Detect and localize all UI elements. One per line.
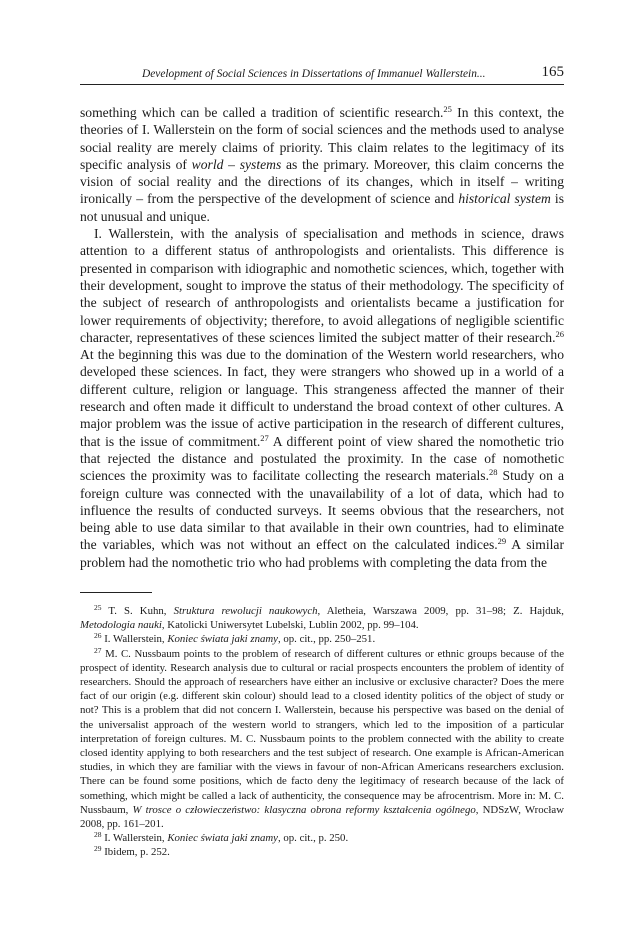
paragraph [80, 104, 564, 225]
page-number: 165 [541, 64, 564, 80]
text-run: I. Wallerstein, with the analysis of specialisation and methods in science, draws attention to a different status of anthropologists and orientalists. This difference is presented in comparison with idiographic and nomothetic sciences, which, together with their development, sought to improve the status of their methodology. The specificity of the subject of research of anthropologists and orientalists became a justification for lower requirements of objectivity; therefore, to avoid allegations of negligible scientific character, representatives of these sciences limited the subject matter of their research. [80, 226, 564, 345]
text-run: something which can be called a tradition of scientific research. [80, 105, 444, 120]
text-run: is not unusual and unique. [80, 191, 564, 224]
footnote-ref: 29 [497, 536, 507, 547]
footnote-number: 25 [94, 603, 102, 612]
text-run: , Aletheia, Warszawa 2009, pp. 31–98; Z. Hajduk, [317, 605, 564, 617]
text-run: I. Wallerstein, [104, 832, 168, 845]
footnote-number: 27 [94, 645, 102, 655]
footnote-ref: 25 [443, 104, 452, 114]
text-run: , op. cit., p. 250. [277, 832, 349, 845]
text-run: At the beginning this was due to the domination of the Western world researchers, who developed these sciences. In fact, they were strangers who showed up in a world of a different culture, religion or language. This strangeness affected the manner of their research and often made it difficult to understand the broad context of other cultures. A major problem was the issue of active participation in the research of different cultures, that is the issue of commitment. [80, 347, 564, 449]
text-run: A different point of view shared the nomothetic trio that rejected the distance and postulated the proximity. In the case of nomothetic sciences the proximity was to facilitate collecting the research materials. [80, 433, 564, 484]
text-run: A similar problem had the nomothetic trio who had problems with completing the data from the [80, 537, 564, 570]
text-run: , NDSzW, Wrocław 2008, pp. 161–201. [80, 803, 564, 831]
text-run: M. C. Nussbaum points to the problem of research of different cultures or ethnic groups because of the prospect of identity. Research analysis due to cultural or racial prospects encounters the problem of identity of researchers. Should the approach of researchers have either an inclusive or exclusive character? Does the mere fact of our origin (e.g. different skin colour) should lead to a closed identity politics of the object of study or not? This is a problem that did not concern I. Wallerstein, because his perspective was based on the denial of the universalist approach of the western world to strangers, which led to the imposition of a particular interpretation of foreign cultures. M. C. Nussbaum points to the problem connected with the ability to create closed identity applying to both researchers and the test subject of research. One example is African-American studies, in which they are familiar with the views in favour of non-African Americans researchers exclusion. There can be found some positions, which de facto deny the legitimacy of research because of the lack of something, which might be called a lack of authenticity, the consequence may be afrocentrism. More in: M. C. Nussbaum, [80, 647, 564, 816]
footnote [80, 632, 564, 646]
footnote-ref: 28 [488, 467, 498, 478]
text-run: Ibidem, p. 252. [104, 846, 170, 859]
text-run: I. Wallerstein, [104, 633, 168, 646]
running-header [80, 60, 564, 85]
running-title: Development of Social Sciences in Dissertations of Immanuel Wallerstein... [142, 68, 486, 80]
italic-run: Struktura rewolucji naukowych [173, 605, 318, 617]
text-run: Study on a foreign culture was connected with the unavailability of a lot of data, which had to influence the results of conducted surveys. It seems obvious that the researchers, not being able to use data similar to that available in their own countries, had to eliminate the variables, which was not without an effect on the calculated indices. [80, 468, 564, 553]
footnote [80, 831, 564, 845]
footnote-ref: 27 [260, 432, 269, 443]
footnote-separator [80, 592, 152, 593]
text-run: , Katolicki Uniwersytet Lubelski, Lublin 2002, pp. 99–104. [161, 619, 419, 632]
italic-run: historical system [458, 191, 551, 207]
main-text [80, 104, 564, 571]
footnotes [80, 604, 564, 860]
italic-run: Koniec świata jaki znamy [167, 633, 278, 646]
italic-run: world – systems [191, 156, 282, 172]
footnote-number: 28 [94, 830, 102, 840]
footnote [80, 845, 564, 859]
text-run: T. S. Kuhn, [108, 605, 174, 617]
text-run: , op. cit., pp. 250–251. [277, 633, 376, 646]
italic-run: W trosce o człowieczeństwo: klasyczna obrona reformy kształcenia ogólnego [132, 803, 476, 816]
footnote-number: 26 [94, 631, 102, 641]
footnote-ref: 26 [555, 328, 564, 339]
italic-run: Koniec świata jaki znamy [167, 832, 278, 845]
text-run: as the primary. Moreover, this claim concerns the vision of social reality and the directions of its changes, which in itself – writing ironically – from the perspective of the development of science and [80, 156, 564, 207]
footnote-number: 29 [94, 844, 102, 854]
paragraph [80, 225, 564, 571]
footnote [80, 604, 564, 632]
text-run: In this context, the theories of I. Wallerstein on the form of social sciences and the methods used to analyse social reality are merely claims of priority. This claim relates to the legitimacy of its specific analysis of [80, 105, 564, 172]
italic-run: Metodologia nauki [80, 619, 162, 632]
footnote [80, 647, 564, 832]
